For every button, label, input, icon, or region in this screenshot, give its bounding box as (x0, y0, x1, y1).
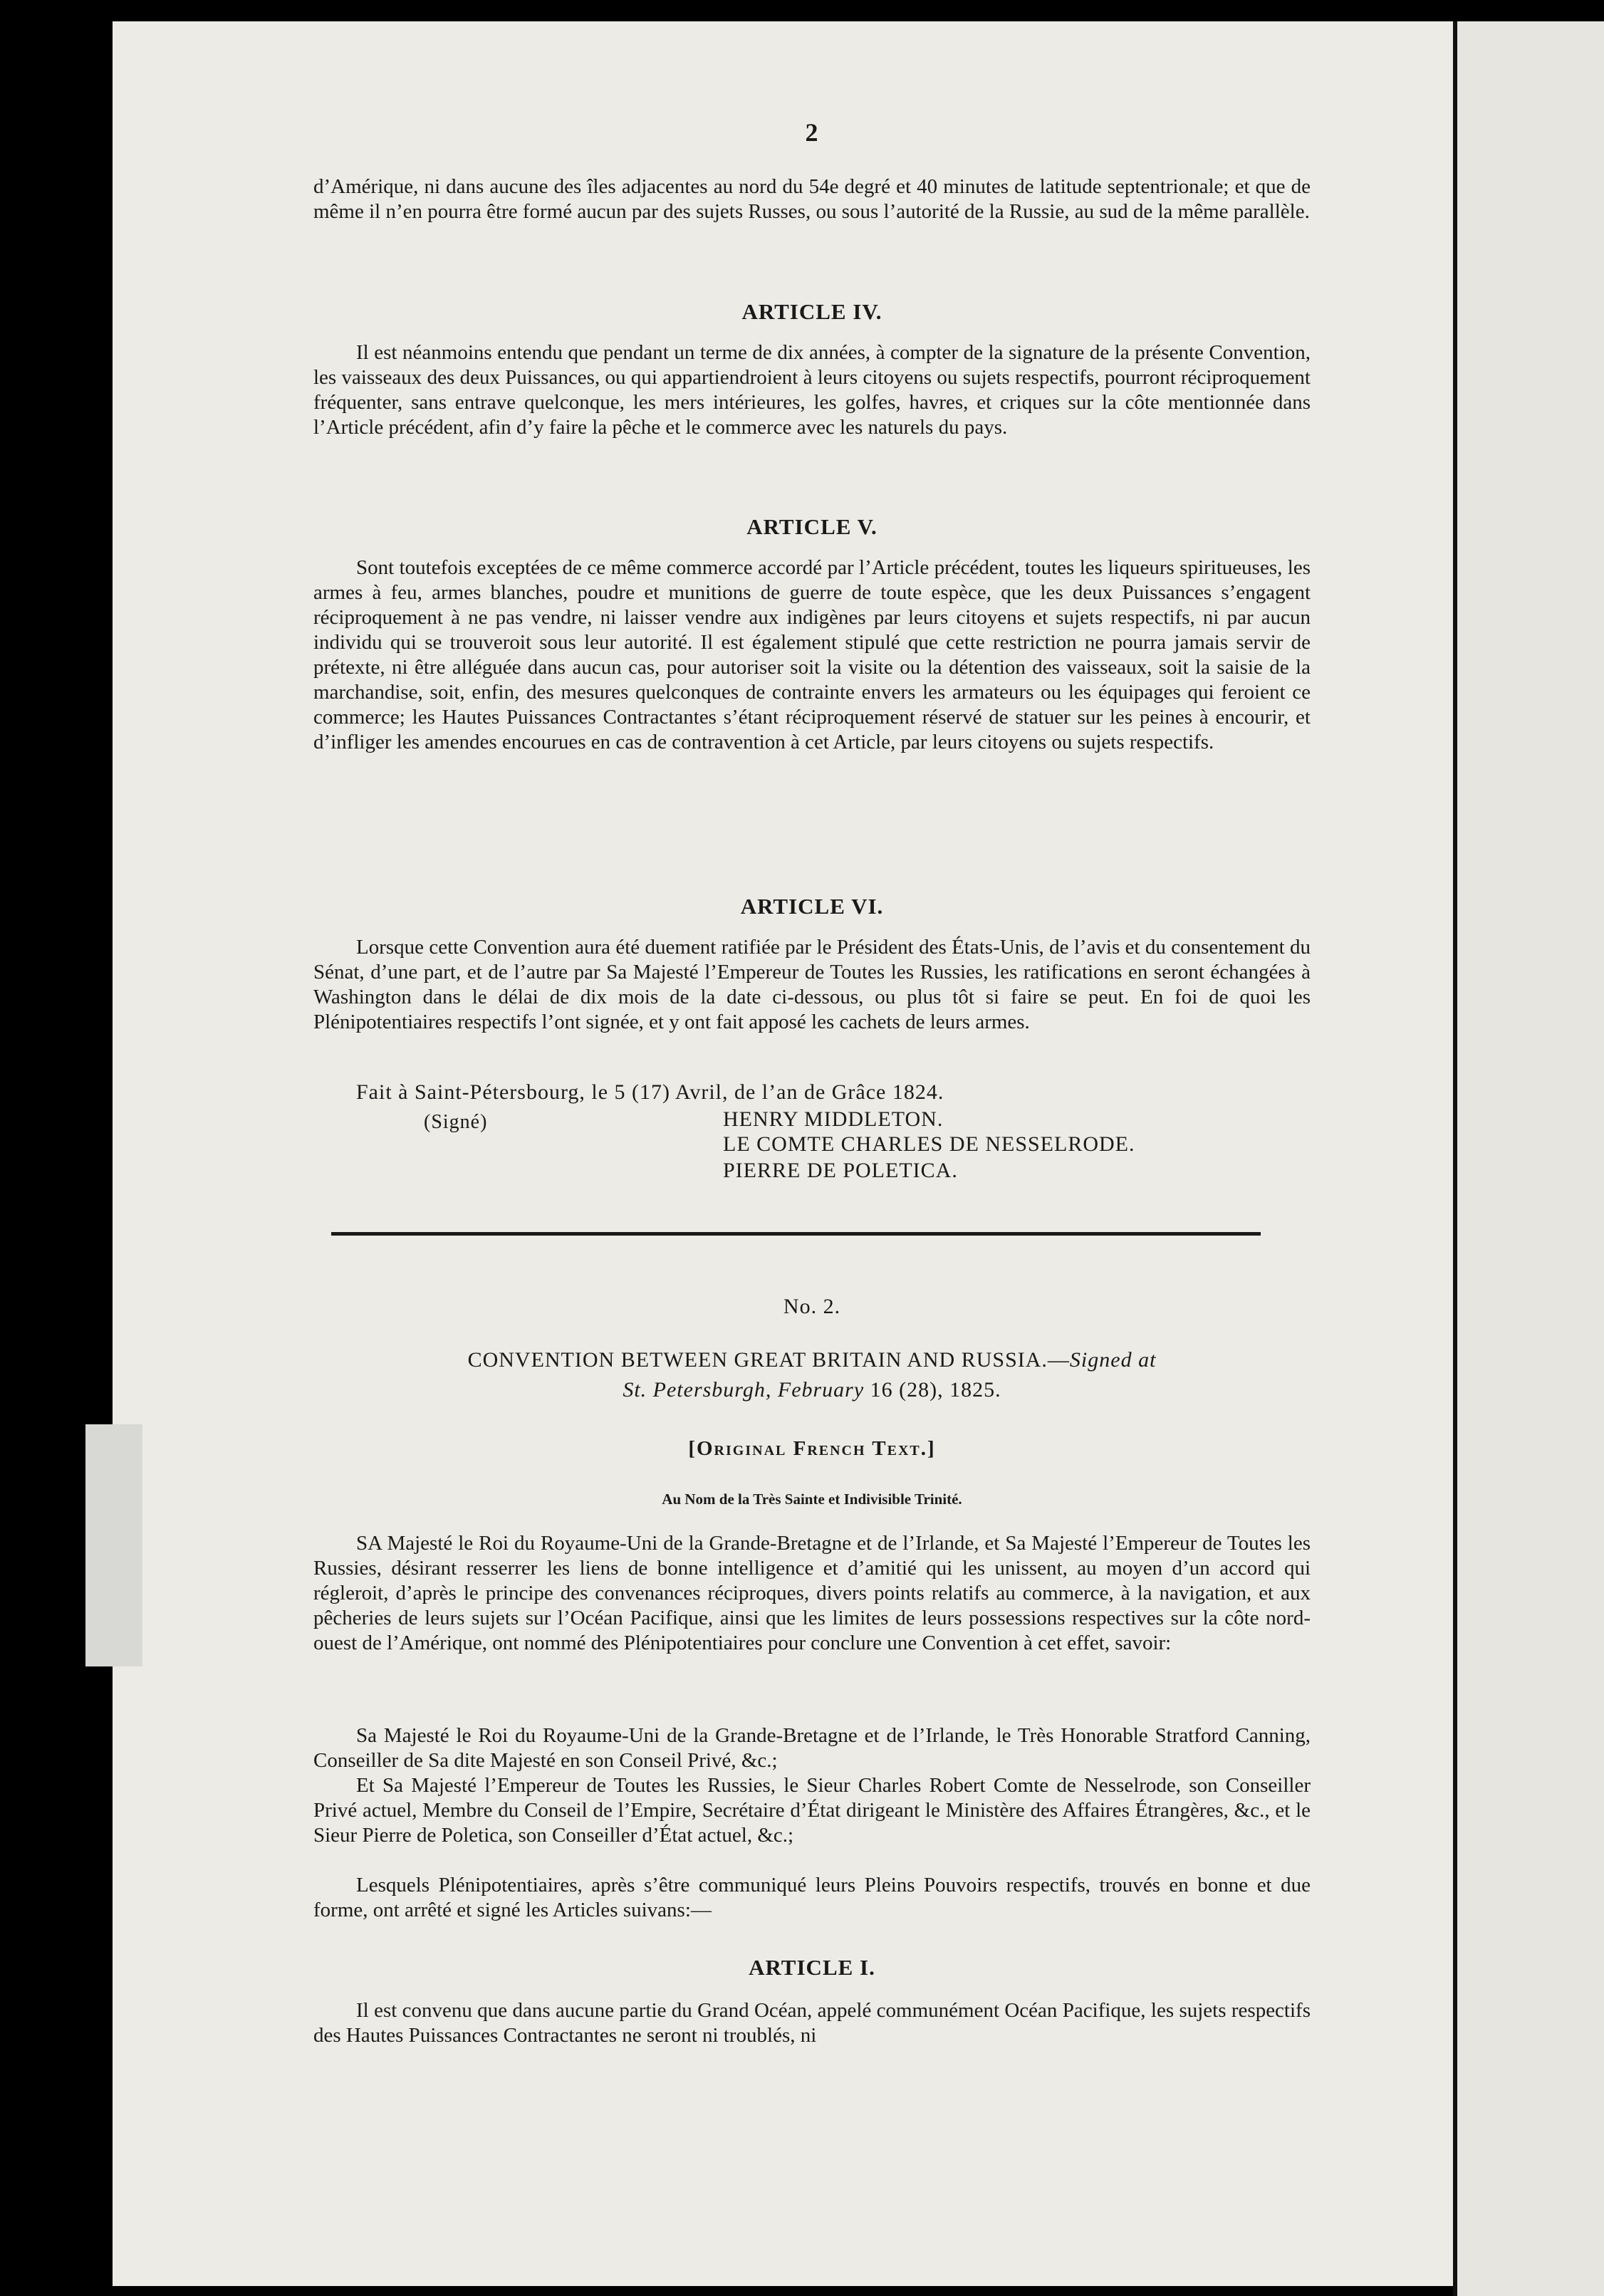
signing-place-date: Fait à Saint-Pétersbourg, le 5 (17) Avril, de l’an de Grâce 1824. (356, 1080, 944, 1104)
article-1-heading: ARTICLE I. (749, 1955, 875, 1980)
article-1-text: Il est convenu que dans aucune partie du Grand Océan, appelé communément Océan Pacifique, les sujets respectifs des Hautes Puissances Contractantes ne seront ni troublés, ni (313, 1999, 1311, 2047)
page-number: 2 (805, 118, 819, 147)
adjacent-page-edge (1453, 21, 1604, 2296)
invocation: Au Nom de la Très Sainte et Indivisible Trinité. (662, 1491, 962, 1508)
signatory-2: LE COMTE CHARLES DE NESSELRODE. (723, 1132, 1135, 1156)
signatory-1: HENRY MIDDLETON. (723, 1107, 944, 1131)
section-divider (331, 1232, 1261, 1236)
article-4-heading: ARTICLE IV. (741, 299, 882, 324)
article-6-text: Lorsque cette Convention aura été duement ratifiée par le Président des États-Unis, de l’avis et du consentement du Sénat, d’une part, et de l’autre par Sa Majesté l’Empereur de Toutes les Russies, les ratifications en seront échangées à Washington dans le délai de dix mois de la date ci-dessous, ou plus tôt si faire se peut. En foi de quoi les Plénipotentiaires respectifs l’ont signée, et y ont fait apposé les cachets de leurs armes. (313, 936, 1311, 1033)
signatory-3: PIERRE DE POLETICA. (723, 1159, 958, 1182)
intro-paragraph: d’Amérique, ni dans aucune des îles adjacentes au nord du 54e degré et 40 minutes de latitude septentrionale; et que de même il n’en pourra être formé aucun par des sujets Russes, ou sous l’autorité de la Russie, au sud de la même parallèle. (313, 175, 1311, 223)
preamble-paragraph: SA Majesté le Roi du Royaume-Uni de la Grande-Bretagne et de l’Irlande, et Sa Majesté l’Empereur de Toutes les Russies, désirant resserrer les liens de bonne intelligence et d’amitié qui les unissent, au moyen d’un accord qui régleroit, d’après le principe des convenances réciproques, divers points relatifs au commerce, à la navigation, et aux pêcheries de leurs sujets sur l’Océan Pacifique, ainsi que les limites de leurs possessions respectives sur la côte nord-ouest de l’Amérique, ont nommé des Plénipotentiaires pour conclure une Convention à cet effet, savoir: (313, 1532, 1311, 1654)
signe-label: (Signé) (424, 1111, 488, 1133)
convention-subtitle-place: St. Petersburgh, February (623, 1378, 865, 1402)
original-text-label: [Original French Text.] (688, 1437, 936, 1460)
plenipotentiaries-agreed: Lesquels Plénipotentiaires, après s’être communiqué leurs Pleins Pouvoirs respectifs, trouvés en bonne et due forme, ont arrêté et signé les Articles suivans:— (313, 1874, 1311, 1921)
uk-plenipotentiary: Sa Majesté le Roi du Royaume-Uni de la Grande-Bretagne et de l’Irlande, le Très Honorable Stratford Canning, Conseiller de Sa dite Majesté en son Conseil Privé, &c.; (313, 1724, 1311, 1772)
article-6-heading: ARTICLE VI. (740, 894, 884, 919)
convention-title-signed: Signed at (1069, 1348, 1157, 1372)
convention-title (313, 1348, 1311, 1372)
document-number: No. 2. (783, 1295, 841, 1318)
article-4-text: Il est néanmoins entendu que pendant un terme de dix années, à compter de la signature de la présente Convention, les vaisseaux des deux Puissances, ou qui appartiendroient à leurs citoyens ou sujets respectifs, pourront réciproquement fréquenter, sans entrave quelconque, les mers intérieures, les golfes, havres, et criques sur la côte mentionnée dans l’Article précédent, afin d’y faire la pêche et le commerce avec les naturels du pays. (313, 341, 1311, 439)
article-5-text: Sont toutefois exceptées de ce même commerce accordé par l’Article précédent, toutes les liqueurs spiritueuses, les armes à feu, armes blanches, poudre et munitions de guerre de toute espèce, que les deux Puissances s’engagent réciproquement à ne pas vendre, ni laisser vendre aux indigènes par leurs citoyens et sujets respectifs, ni par aucun individu qui se trouveroit sous leur autorité. Il est également stipulé que cette restriction ne pourra jamais servir de prétexte, ni être alléguée dans aucun cas, pour autoriser soit la visite ou la détention des vaisseaux, soit la saisie de la marchandise, soit, enfin, des mesures quelconques de contrainte envers les armateurs ou les équipages qui feroient ce commerce; les Hautes Puissances Contractantes s’étant réciproquement réservé de statuer sur les peines à encourir, et d’infliger les amendes encourues en cas de contravention à cet Article, par leurs citoyens ou sujets respectifs. (313, 556, 1311, 753)
convention-subtitle (313, 1378, 1311, 1402)
convention-title-main: CONVENTION BETWEEN GREAT BRITAIN AND RUSSIA.— (467, 1348, 1070, 1372)
convention-subtitle-date: 16 (28), 1825. (870, 1378, 1001, 1402)
russia-plenipotentiaries: Et Sa Majesté l’Empereur de Toutes les Russies, le Sieur Charles Robert Comte de Nesselrode, son Conseiller Privé actuel, Membre du Conseil de l’Empire, Secrétaire d’État dirigeant le Ministère des Affaires Étrangères, &c., et le Sieur Pierre de Poletica, son Conseiller d’État actuel, &c.; (313, 1774, 1311, 1847)
page-tab-marker (85, 1424, 142, 1666)
article-5-heading: ARTICLE V. (746, 514, 877, 539)
